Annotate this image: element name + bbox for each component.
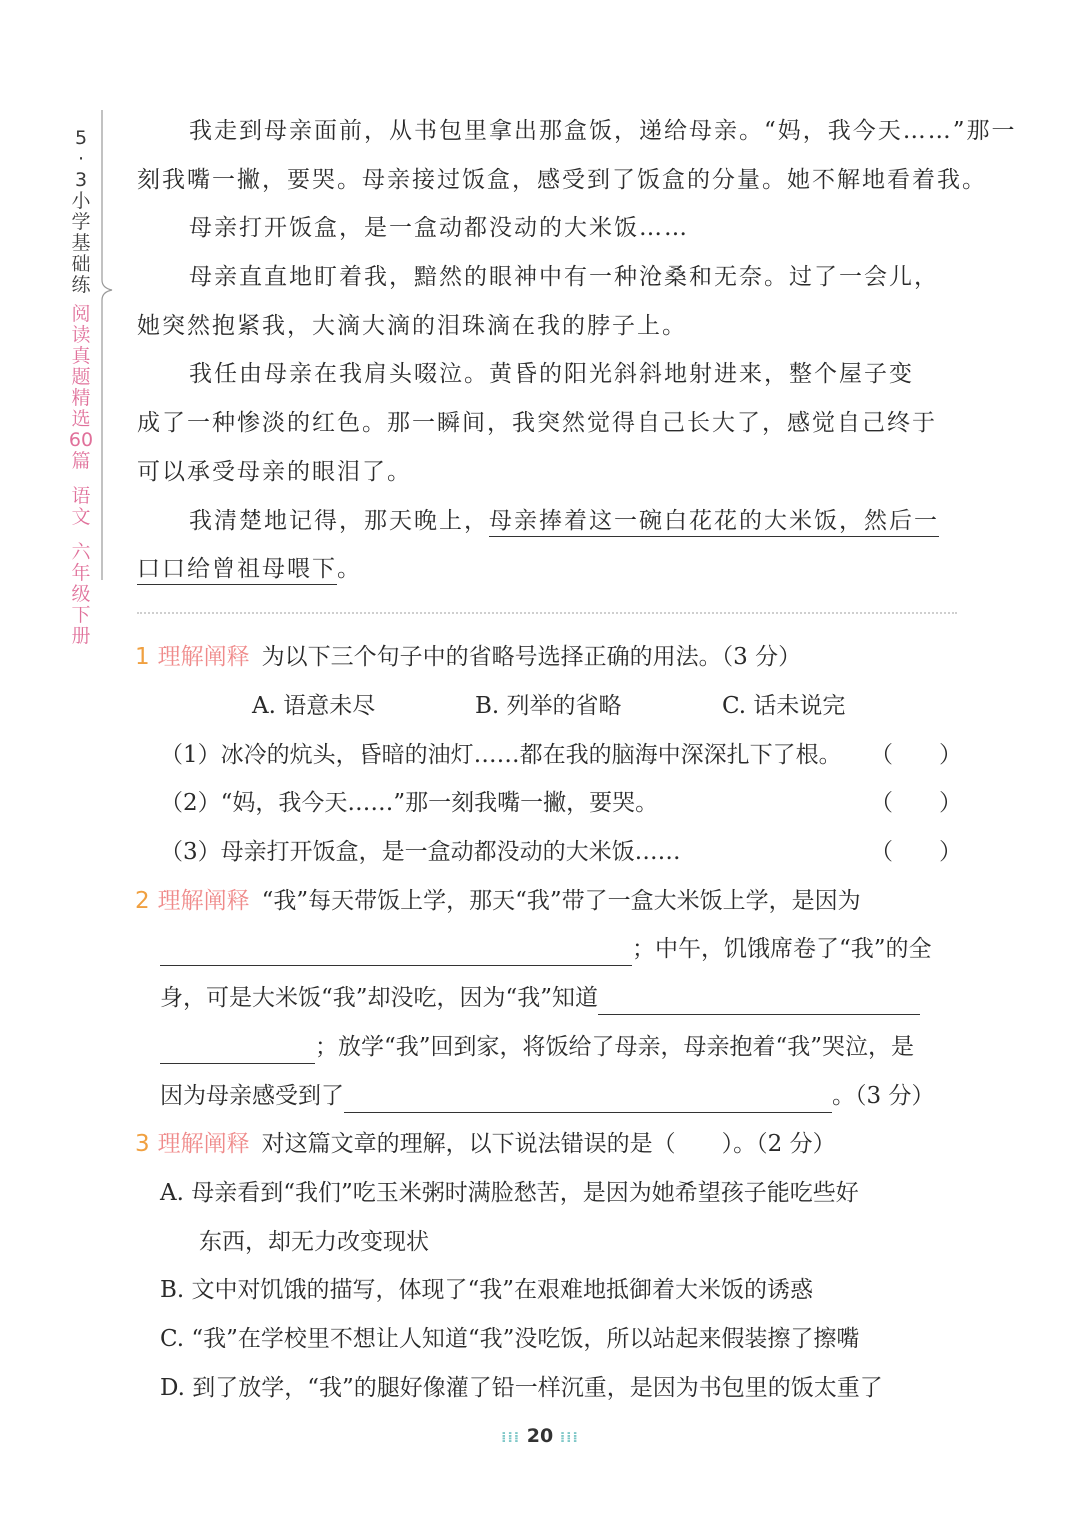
question-text: “我”每天带饭上学，那天“我”带了一盒大米饭上学，是因为 bbox=[261, 888, 861, 914]
underlined-sentence: 母亲捧着这一碗白花花的大米饭，然后一 bbox=[489, 508, 939, 537]
spine-char: 础 bbox=[71, 253, 91, 275]
page-number-text: 20 bbox=[526, 1425, 554, 1447]
question-2-line bbox=[160, 1079, 934, 1113]
answer-blank[interactable] bbox=[344, 1086, 832, 1113]
question-number: 3 bbox=[135, 1131, 150, 1157]
spine-char: 年 bbox=[71, 562, 91, 584]
spine-char: 基 bbox=[71, 232, 91, 254]
passage-line bbox=[137, 504, 1009, 538]
passage-line: 她突然抱紧我，大滴大滴的泪珠滴在我的脖子上。 bbox=[137, 313, 687, 339]
spine-char: 3 bbox=[74, 169, 88, 191]
spine-char: 真 bbox=[71, 345, 91, 367]
passage-line: 母亲打开饭盒，是一盒动都没动的大米饭…… bbox=[189, 215, 689, 241]
spine-char: 语 bbox=[71, 485, 91, 507]
spine-char: 学 bbox=[71, 211, 91, 233]
sentence-3: （3）母亲打开饭盒，是一盒动都没动的大米饭…… bbox=[160, 839, 681, 865]
spine-char: 六 bbox=[71, 541, 91, 563]
spine-char: 选 bbox=[71, 408, 91, 430]
choice-a-cont: 东西，却无力改变现状 bbox=[199, 1229, 429, 1255]
spine-gap bbox=[66, 528, 96, 542]
answer-blank[interactable] bbox=[160, 939, 632, 966]
question-text: 因为母亲感受到了 bbox=[160, 1083, 344, 1109]
spine-char: 60 bbox=[68, 429, 94, 451]
question-text: 为以下三个句子中的省略号选择正确的用法。（3 分） bbox=[261, 644, 802, 670]
spine-bracket bbox=[100, 110, 120, 580]
question-text: 对这篇文章的理解，以下说法错误的是（ ）。（2 分） bbox=[261, 1131, 836, 1157]
spine-char: 读 bbox=[71, 324, 91, 346]
dots-ornament-left: ⁞⁞⁞ bbox=[501, 1430, 521, 1446]
spine-char: 篇 bbox=[71, 450, 91, 472]
answer-blank[interactable] bbox=[160, 1037, 315, 1064]
passage-text: 。 bbox=[337, 556, 362, 582]
sentence-2: （2）“妈，我今天……”那一刻我嘴一撇，要哭。 bbox=[160, 790, 659, 816]
spine-char: 5 bbox=[74, 127, 88, 149]
choice-b: B. 文中对饥饿的描写，体现了“我”在艰难地抵御着大米饭的诱惑 bbox=[160, 1277, 814, 1303]
spine-char: 级 bbox=[71, 583, 91, 605]
question-number: 2 bbox=[135, 888, 150, 914]
passage-line: 我走到母亲面前，从书包里拿出那盒饭，递给母亲。“妈，我今天……”那一 bbox=[189, 118, 1017, 144]
spine-gap bbox=[66, 472, 96, 486]
answer-paren-1[interactable]: （ ） bbox=[870, 742, 962, 768]
page-number bbox=[0, 1425, 1080, 1447]
spine-char: 下 bbox=[71, 604, 91, 626]
choice-c: C. “我”在学校里不想让人知道“我”没吃饭，所以站起来假装擦了擦嘴 bbox=[160, 1326, 860, 1352]
dots-ornament-right: ⁞⁞⁞ bbox=[559, 1430, 579, 1446]
choice-a: A. 母亲看到“我们”吃玉米粥时满脸愁苦，是因为她希望孩子能吃些好 bbox=[160, 1180, 859, 1206]
spine-char: 精 bbox=[71, 387, 91, 409]
question-2-line bbox=[160, 981, 920, 1015]
question-2-line bbox=[160, 932, 932, 966]
passage-line: 可以承受母亲的眼泪了。 bbox=[137, 459, 412, 485]
book-title-vertical bbox=[66, 304, 96, 647]
question-tag: 理解阐释 bbox=[157, 644, 250, 670]
question-3-heading bbox=[135, 1127, 836, 1161]
option-a: A. 语意未尽 bbox=[252, 693, 376, 719]
choice-d: D. 到了放学，“我”的腿好像灌了铅一样沉重，是因为书包里的饭太重了 bbox=[160, 1375, 883, 1401]
question-2-heading bbox=[135, 884, 861, 918]
question-text: 。（3 分） bbox=[832, 1083, 935, 1109]
series-title-vertical bbox=[66, 128, 96, 296]
answer-paren-2[interactable]: （ ） bbox=[870, 790, 962, 816]
spine-char: 题 bbox=[71, 366, 91, 388]
question-tag: 理解阐释 bbox=[157, 1131, 250, 1157]
question-1-heading bbox=[135, 640, 801, 674]
spine-char: 阅 bbox=[71, 303, 91, 325]
option-c: C. 话未说完 bbox=[722, 693, 846, 719]
question-tag: 理解阐释 bbox=[157, 888, 250, 914]
passage-line: 刻我嘴一撇，要哭。母亲接过饭盒，感受到了饭盒的分量。她不解地看着我。 bbox=[137, 167, 987, 193]
underlined-sentence: 口口给曾祖母喂下 bbox=[137, 556, 337, 585]
passage-line: 母亲直直地盯着我，黯然的眼神中有一种沧桑和无奈。过了一会儿， bbox=[189, 264, 939, 290]
passage-line: 我任由母亲在我肩头啜泣。黄昏的阳光斜斜地射进来，整个屋子变 bbox=[189, 361, 914, 387]
spine-char: 练 bbox=[71, 274, 91, 296]
question-text: 身，可是大米饭“我”却没吃，因为“我”知道 bbox=[160, 985, 599, 1011]
section-divider bbox=[137, 612, 957, 614]
passage-text: 我清楚地记得，那天晚上， bbox=[189, 508, 489, 534]
spine-char: 册 bbox=[71, 625, 91, 647]
question-number: 1 bbox=[135, 644, 150, 670]
question-text: ；放学“我”回到家，将饭给了母亲，母亲抱着“我”哭泣，是 bbox=[315, 1034, 915, 1060]
option-b: B. 列举的省略 bbox=[475, 693, 622, 719]
answer-paren-3[interactable]: （ ） bbox=[870, 839, 962, 865]
question-text: ；中午，饥饿席卷了“我”的全 bbox=[632, 936, 932, 962]
passage-line: 成了一种惨淡的红色。那一瞬间，我突然觉得自己长大了，感觉自己终于 bbox=[137, 410, 937, 436]
spine-char: 文 bbox=[71, 506, 91, 528]
passage-line bbox=[137, 552, 957, 586]
answer-blank[interactable] bbox=[598, 988, 920, 1015]
question-2-line bbox=[160, 1030, 914, 1064]
spine-char: · bbox=[77, 148, 85, 170]
spine-char: 小 bbox=[71, 190, 91, 212]
sentence-1: （1）冰冷的炕头，昏暗的油灯……都在我的脑海中深深扎下了根。 bbox=[160, 742, 842, 768]
